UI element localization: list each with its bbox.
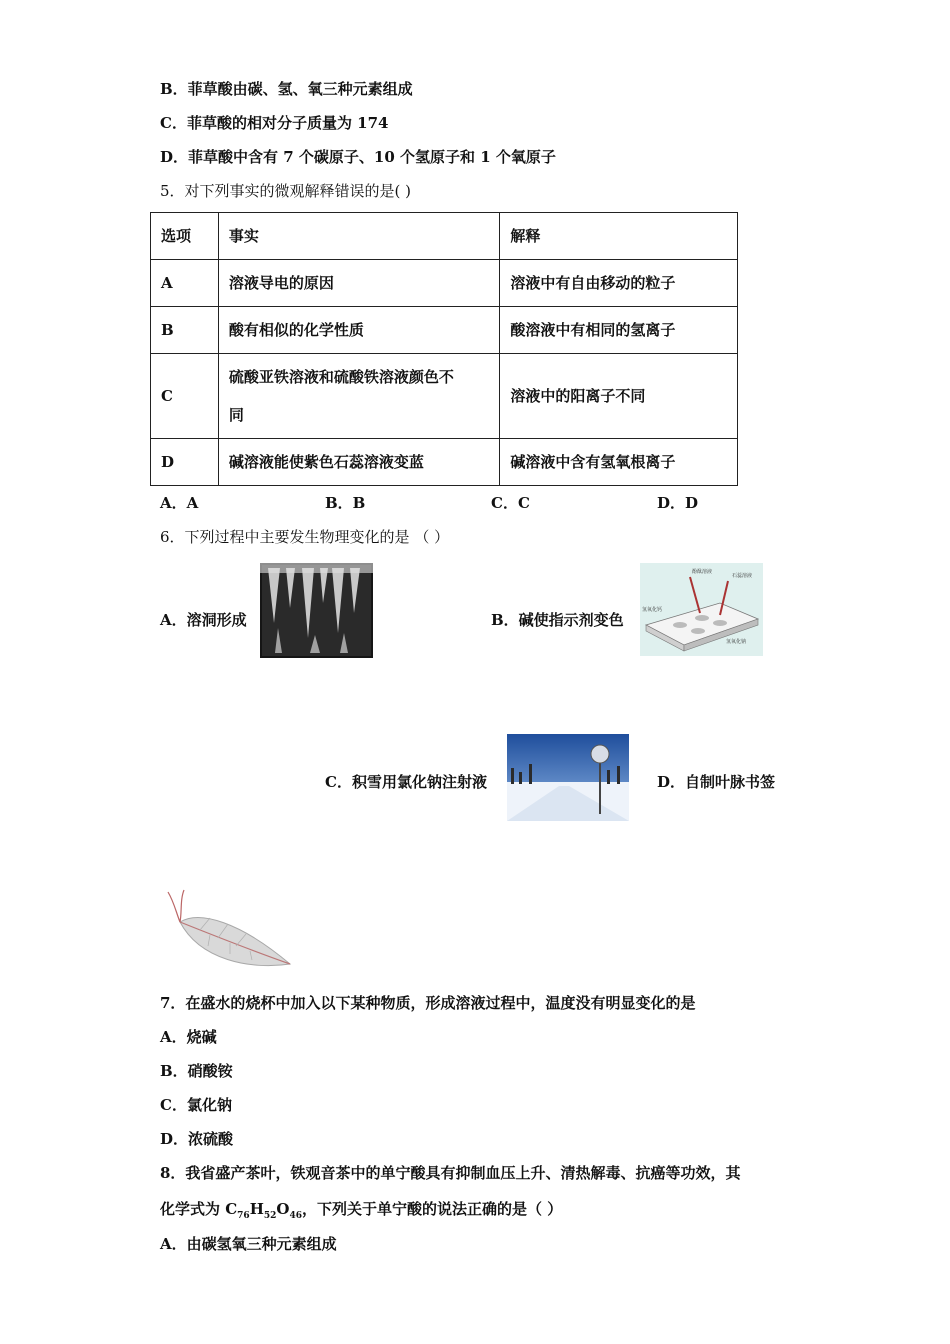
formula-subscript: 52	[263, 1211, 277, 1221]
table-cell-fact: 溶液导电的原因	[218, 260, 499, 307]
table-cell-option: A	[151, 260, 219, 307]
q6-option-a: A．溶洞形成	[160, 611, 247, 629]
q7-option-a: A．烧碱	[160, 1028, 217, 1046]
cave-photo	[260, 563, 373, 658]
q7-stem: 7．在盛水的烧杯中加入以下某种物质，形成溶液过程中，温度没有明显变化的是	[160, 994, 696, 1012]
plate-label: 石蕊溶液	[732, 573, 753, 579]
q4-option-c: C．菲草酸的相对分子质量为 174	[160, 114, 389, 132]
table-cell-fact-line: 硫酸亚铁溶液和硫酸铁溶液颜色不	[228, 368, 454, 386]
q5-answer-b: B．B	[325, 494, 366, 512]
table-cell-fact	[218, 354, 499, 439]
table-row	[151, 307, 738, 354]
q4-option-b: B．菲草酸由碳、氢、氧三种元素组成	[160, 80, 413, 98]
q8-formula-pre: 化学式为 C	[160, 1200, 238, 1218]
table-header: 选项	[151, 213, 219, 260]
snow-road-photo	[507, 734, 629, 821]
q8-stem-line2	[160, 1198, 562, 1221]
q5-table	[150, 212, 738, 486]
q5-answer-d: D．D	[657, 494, 699, 512]
q8-stem-post: ，下列关于单宁酸的说法正确的是（ ）	[302, 1200, 563, 1218]
table-header: 事实	[218, 213, 499, 260]
table-header: 解释	[500, 213, 738, 260]
table-cell-explanation: 碱溶液中含有氢氧根离子	[500, 439, 738, 486]
q7-option-d: D．浓硫酸	[160, 1130, 234, 1148]
table-cell-fact-line: 同	[228, 406, 244, 424]
q6-option-c: C．积雪用氯化钠注射液	[325, 773, 487, 791]
plate-label: 氢氧化钠	[726, 639, 747, 645]
table-header-row	[151, 213, 738, 260]
q8-option-a: A．由碳氢氧三种元素组成	[160, 1235, 337, 1253]
formula-subscript: 76	[237, 1211, 250, 1221]
table-cell-fact: 酸有相似的化学性质	[218, 307, 499, 354]
table-cell-explanation: 酸溶液中有相同的氢离子	[500, 307, 738, 354]
table-row	[151, 439, 738, 486]
table-cell-explanation: 溶液中的阳离子不同	[500, 354, 738, 439]
table-cell-option: B	[151, 307, 219, 354]
q5-answer-c: C．C	[491, 494, 530, 512]
table-cell-option: C	[151, 354, 219, 439]
q6-option-b: B．碱使指示剂变色	[491, 611, 624, 629]
table-row	[151, 354, 738, 439]
q6-stem: 6．下列过程中主要发生物理变化的是 （ ）	[160, 528, 450, 546]
table-row	[151, 260, 738, 307]
q5-answer-a: A．A	[160, 494, 199, 512]
table-cell-option: D	[151, 439, 219, 486]
formula-element: O	[276, 1200, 290, 1218]
q7-option-c: C．氯化钠	[160, 1096, 232, 1114]
spot-plate-diagram	[640, 563, 763, 656]
q5-stem: 5．对下列事实的微观解释错误的是( )	[160, 182, 412, 200]
formula-element: H	[249, 1200, 264, 1218]
q4-option-d: D．菲草酸中含有 7 个碳原子、10 个氢原子和 1 个氧原子	[160, 148, 556, 166]
leaf-vein-photo	[160, 882, 292, 974]
q8-stem-line1: 8．我省盛产茶叶，铁观音茶中的单宁酸具有抑制血压上升、清热解毒、抗癌等功效，其	[160, 1164, 741, 1182]
plate-label: 酚酞溶液	[692, 569, 713, 575]
q6-option-d: D．自制叶脉书签	[657, 773, 776, 791]
q7-option-b: B．硝酸铵	[160, 1062, 233, 1080]
table-cell-explanation: 溶液中有自由移动的粒子	[500, 260, 738, 307]
table-cell-fact: 碱溶液能使紫色石蕊溶液变蓝	[218, 439, 499, 486]
formula-subscript: 46	[289, 1211, 303, 1221]
plate-label: 氢氧化钙	[642, 607, 663, 613]
